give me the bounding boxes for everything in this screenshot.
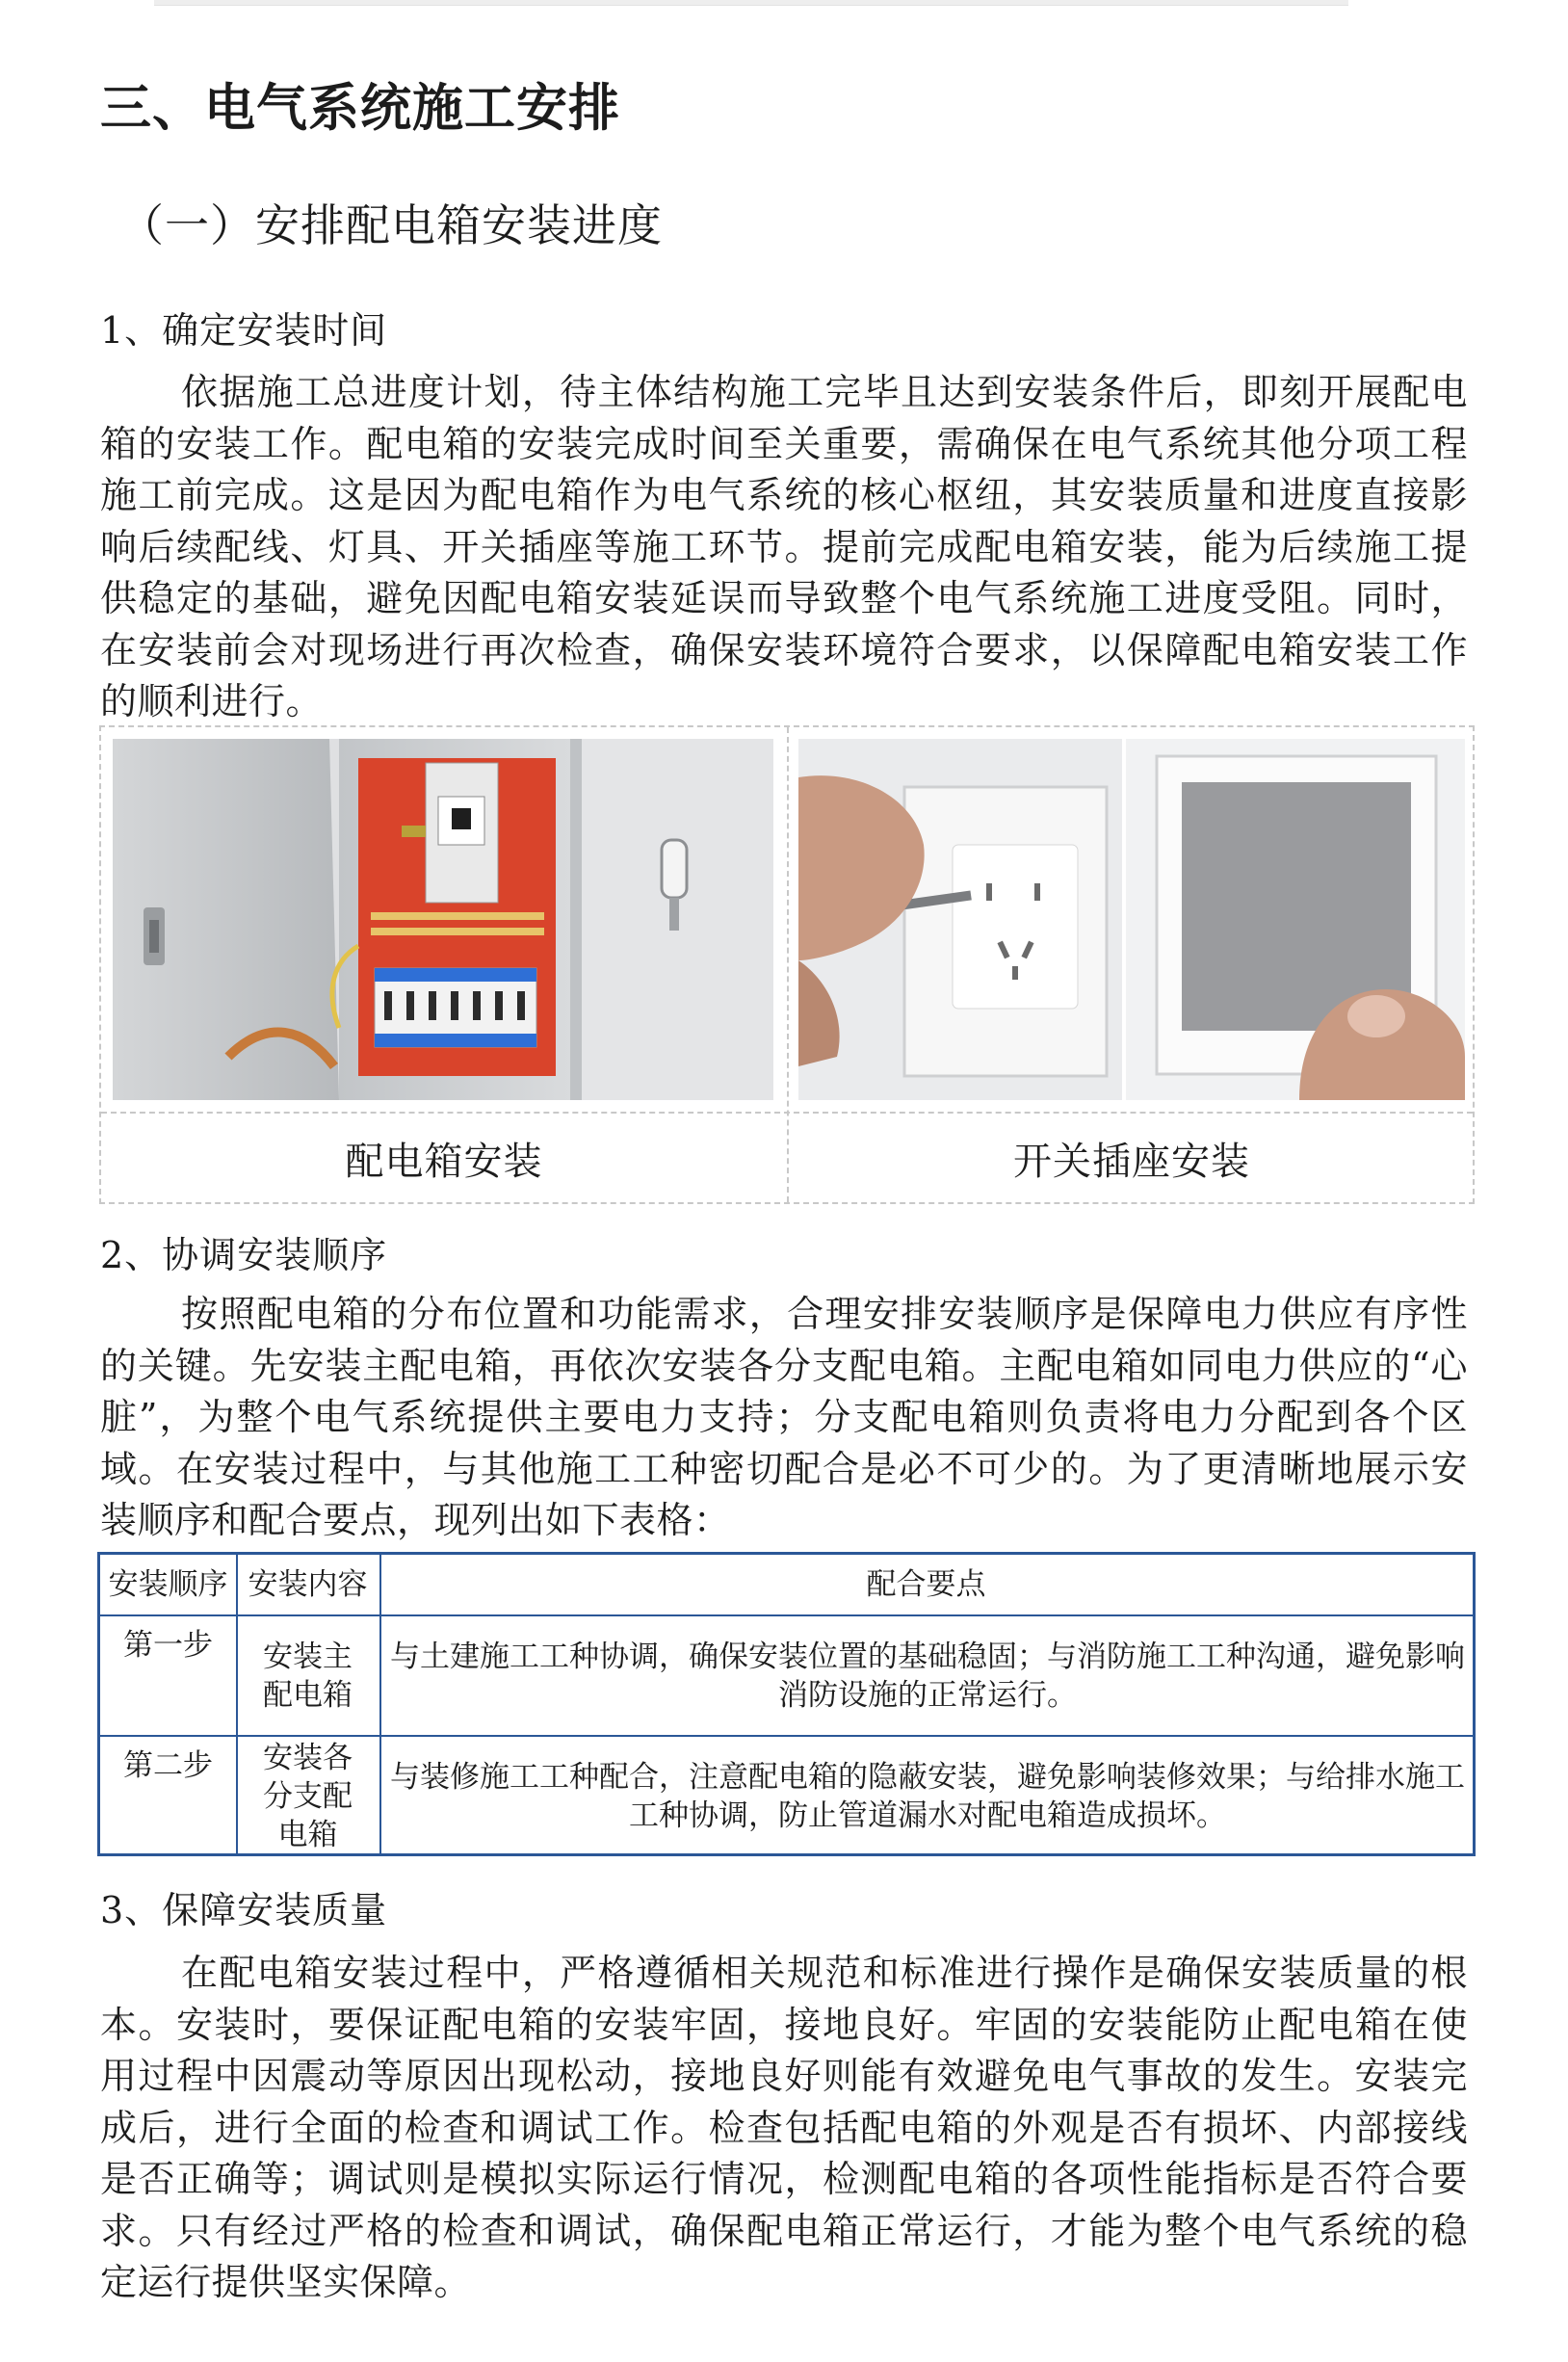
switch-socket-photo: [798, 739, 1465, 1100]
section1-title: 1、确定安装时间: [100, 309, 388, 352]
distribution-box-photo: [113, 739, 773, 1100]
table-cell-content: 安装主配电箱: [263, 1639, 353, 1713]
section3-body: 在配电箱安装过程中，严格遵循相关规范和标准进行操作是确保安装质量的根本。安装时，要保证配电箱的安装牢固，接地良好。牢固的安装能防止配电箱在使用过程中因震动等原因出现松动，接地良好则能有效避免电气事故的发生。安装完成后，进行全面的检查和调试工作。检查包括配电箱的外观是否有损坏、内部接线是否正确等；调试则是模拟实际运行情况，检测配电箱的各项性能指标是否符合要求。只有经过严格的检查和调试，确保配电箱正常运行，才能为整个电气系统的稳定运行提供坚实保障。: [100, 1952, 1468, 2303]
left-caption: 配电箱安装: [345, 1140, 543, 1184]
top-bar: [154, 0, 1348, 6]
right-caption: 开关插座安装: [1013, 1140, 1250, 1184]
section2-title: 2、协调安装顺序: [100, 1234, 388, 1276]
section2-body: 按照配电箱的分布位置和功能需求，合理安排安装顺序是保障电力供应有序性的关键。先安装主配电箱，再依次安装各分支配电箱。主配电箱如同电力供应的“心脏”，为整个电气系统提供主要电力支持；分支配电箱则负责将电力分配到各个区域。在安装过程中，与其他施工工种密切配合是必不可少的。为了更清晰地展示安装顺序和配合要点，现列出如下表格：: [100, 1293, 1468, 1541]
table-cell-step: 第一步: [123, 1628, 213, 1663]
section-heading: 三、电气系统施工安排: [100, 79, 620, 138]
table-cell-points: 与装修施工工种配合，注意配电箱的隐蔽安装，避免影响装修效果；与给排水施工工种协调，防止管道漏水对配电箱造成损坏。: [390, 1760, 1465, 1833]
table-header-content: 安装内容: [248, 1567, 368, 1602]
switch-socket-illustration: [798, 739, 1465, 1100]
table-header-step: 安装顺序: [108, 1567, 228, 1602]
table-cell-step: 第二步: [123, 1748, 213, 1783]
subsection-heading: （一）安排配电箱安装进度: [119, 199, 663, 251]
table-cell-content: 安装各分支配电箱: [263, 1741, 353, 1852]
distribution-box-illustration: [113, 739, 773, 1100]
section1-body: 依据施工总进度计划，待主体结构施工完毕且达到安装条件后，即刻开展配电箱的安装工作。配电箱的安装完成时间至关重要，需确保在电气系统其他分项工程施工前完成。这是因为配电箱作为电气系统的核心枢纽，其安装质量和进度直接影响后续配线、灯具、开关插座等施工环节。提前完成配电箱安装，能为后续施工提供稳定的基础，避免因配电箱安装延误而导致整个电气系统施工进度受阻。同时，在安装前会对现场进行再次检查，确保安装环境符合要求，以保障配电箱安装工作的顺利进行。: [100, 371, 1468, 722]
installation-order-table: [97, 1552, 1476, 1856]
installation-figure: [99, 725, 1475, 1204]
section3-title: 3、保障安装质量: [100, 1889, 388, 1931]
table-header-points: 配合要点: [866, 1567, 986, 1602]
table-cell-points: 与土建施工工种协调，确保安装位置的基础稳固；与消防施工工种沟通，避免影响消防设施的正常运行。: [390, 1639, 1465, 1713]
